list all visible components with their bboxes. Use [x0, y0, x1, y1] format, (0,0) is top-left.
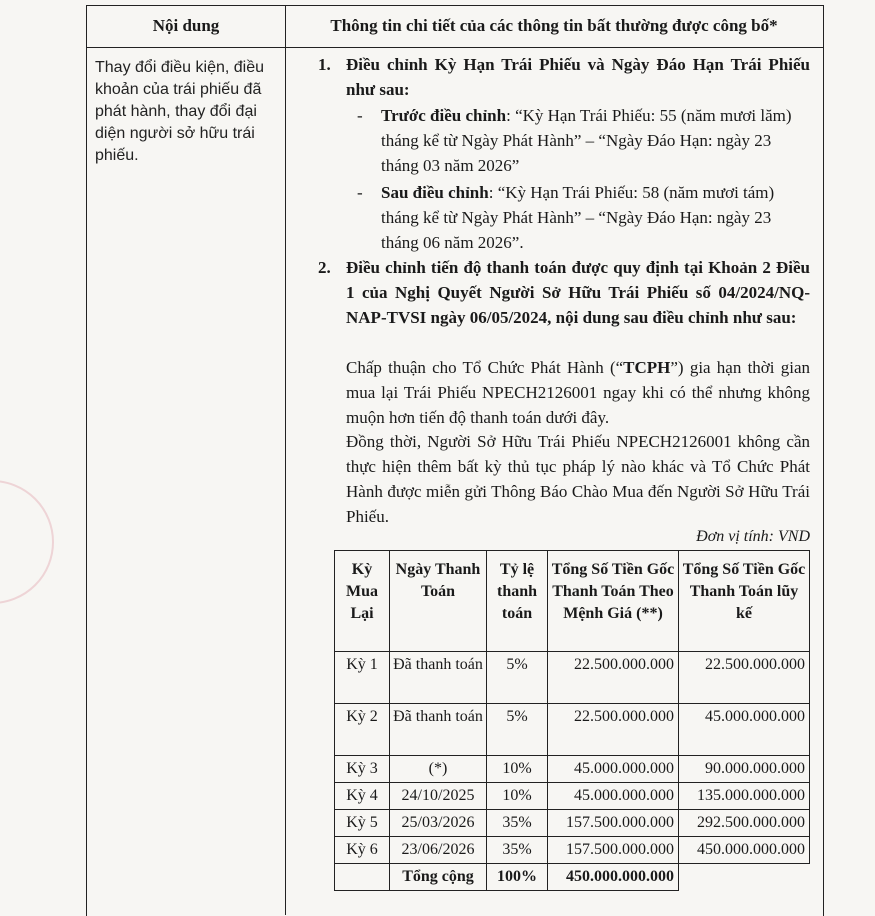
section2-paragraph-2: Đồng thời, Người Sở Hữu Trái Phiếu NPECH2126001 không cần thực hiện thêm bất kỳ thủ tục pháp lý nào khác và Tổ Chức Phát Hành được miễn gửi Thông Báo Chào Mua đến Người Sở Hữu Trái Phiếu. — [346, 432, 810, 526]
total-rate: 100% — [487, 864, 548, 891]
left-cell-text: Thay đổi điều kiện, điều khoản của trái phiếu đã phát hành, thay đổi đại diện người sở hữu trái phiếu. — [95, 59, 264, 164]
table-cell: 157.500.000.000 — [548, 837, 679, 864]
para1-part-b: ”) gia hạn thời gian mua lại Trái Phiếu NPECH2126001 ngay khi có thể nhưng không muộn hơn tiến độ thanh toán dưới đây. — [346, 358, 810, 427]
table-cell: 5% — [487, 704, 548, 756]
table-cell-empty — [679, 864, 810, 891]
after-label: Sau điều chỉnh — [381, 183, 489, 202]
column-divider — [285, 5, 286, 915]
unit-label: Đơn vị tính: VND — [696, 528, 810, 545]
header-content: Nội dung — [152, 16, 220, 35]
table-cell: 45.000.000.000 — [548, 756, 679, 783]
table-cell: Đã thanh toán — [390, 704, 487, 756]
table-row — [335, 652, 810, 704]
table-cell: 90.000.000.000 — [679, 756, 810, 783]
table-cell: Kỳ 3 — [335, 756, 390, 783]
header-cell: Tổng Số Tiền Gốc Thanh Toán Theo Mệnh Giá (**) — [548, 551, 679, 652]
header-cell: Ngày Thanh Toán — [390, 551, 487, 652]
table-total-row — [335, 864, 810, 891]
section1-title: Điều chỉnh Kỳ Hạn Trái Phiếu và Ngày Đáo Hạn Trái Phiếu như sau: — [346, 55, 810, 99]
table-cell: 22.500.000.000 — [548, 652, 679, 704]
table-cell: 10% — [487, 756, 548, 783]
before-adjustment — [381, 103, 811, 178]
before-text: : “Kỳ Hạn Trái Phiếu: 55 (năm mươi lăm) tháng kể từ Ngày Phát Hành” – “Ngày Đáo Hạn: ngày 23 tháng 03 năm 2026” — [381, 106, 792, 175]
table-cell: 10% — [487, 783, 548, 810]
table-row — [335, 704, 810, 756]
table-cell: 45.000.000.000 — [679, 704, 810, 756]
bullet-dash: - — [357, 106, 363, 125]
before-label: Trước điều chỉnh — [381, 106, 507, 125]
table-cell: Kỳ 4 — [335, 783, 390, 810]
header-cell: Tổng Số Tiền Gốc Thanh Toán lũy kế — [679, 551, 810, 652]
para1-part-a: Chấp thuận cho Tổ Chức Phát Hành (“ — [346, 358, 624, 377]
total-label: Tổng cộng — [390, 864, 487, 891]
para1-bold: TCPH — [623, 358, 671, 377]
table-cell: Đã thanh toán — [390, 652, 487, 704]
table-cell: 24/10/2025 — [390, 783, 487, 810]
table-cell: Kỳ 2 — [335, 704, 390, 756]
table-row — [335, 783, 810, 810]
table-cell: 23/06/2026 — [390, 837, 487, 864]
table-header-row — [335, 551, 810, 652]
bullet-dash: - — [357, 183, 363, 202]
payment-schedule-table — [334, 550, 810, 891]
header-cell: Kỳ Mua Lại — [335, 551, 390, 652]
section2-title: Điều chỉnh tiến độ thanh toán được quy định tại Khoản 2 Điều 1 của Nghị Quyết Người Sở Hữu Trái Phiếu số 04/2024/NQ-NAP-TVSI ngày 06/05/2024, nội dung sau điều chỉnh như sau: — [346, 258, 810, 327]
table-cell: 22.500.000.000 — [548, 704, 679, 756]
table-cell: 135.000.000.000 — [679, 783, 810, 810]
table-cell: 450.000.000.000 — [679, 837, 810, 864]
after-text: : “Kỳ Hạn Trái Phiếu: 58 (năm mươi tám) tháng kể từ Ngày Phát Hành” – “Ngày Đáo Hạn: ngày 23 tháng 06 năm 2026”. — [381, 183, 775, 252]
table-cell: (*) — [390, 756, 487, 783]
header-divider — [86, 47, 823, 48]
table-cell: 45.000.000.000 — [548, 783, 679, 810]
table-cell: 292.500.000.000 — [679, 810, 810, 837]
table-row — [335, 837, 810, 864]
section2-paragraph-1 — [346, 355, 810, 430]
header-detail: Thông tin chi tiết của các thông tin bất thường được công bố* — [330, 16, 778, 35]
table-row — [335, 756, 810, 783]
section2-number: 2. — [318, 258, 331, 277]
table-cell-empty — [335, 864, 390, 891]
table-row — [335, 810, 810, 837]
total-amount: 450.000.000.000 — [548, 864, 679, 891]
after-adjustment — [381, 180, 811, 255]
red-stamp-fragment — [0, 480, 54, 604]
table-cell: 157.500.000.000 — [548, 810, 679, 837]
table-cell: 22.500.000.000 — [679, 652, 810, 704]
table-cell: 5% — [487, 652, 548, 704]
table-cell: Kỳ 5 — [335, 810, 390, 837]
header-cell: Tỷ lệ thanh toán — [487, 551, 548, 652]
section1-number: 1. — [318, 55, 331, 74]
table-cell: 35% — [487, 810, 548, 837]
table-cell: Kỳ 1 — [335, 652, 390, 704]
table-cell: 25/03/2026 — [390, 810, 487, 837]
table-cell: Kỳ 6 — [335, 837, 390, 864]
table-cell: 35% — [487, 837, 548, 864]
